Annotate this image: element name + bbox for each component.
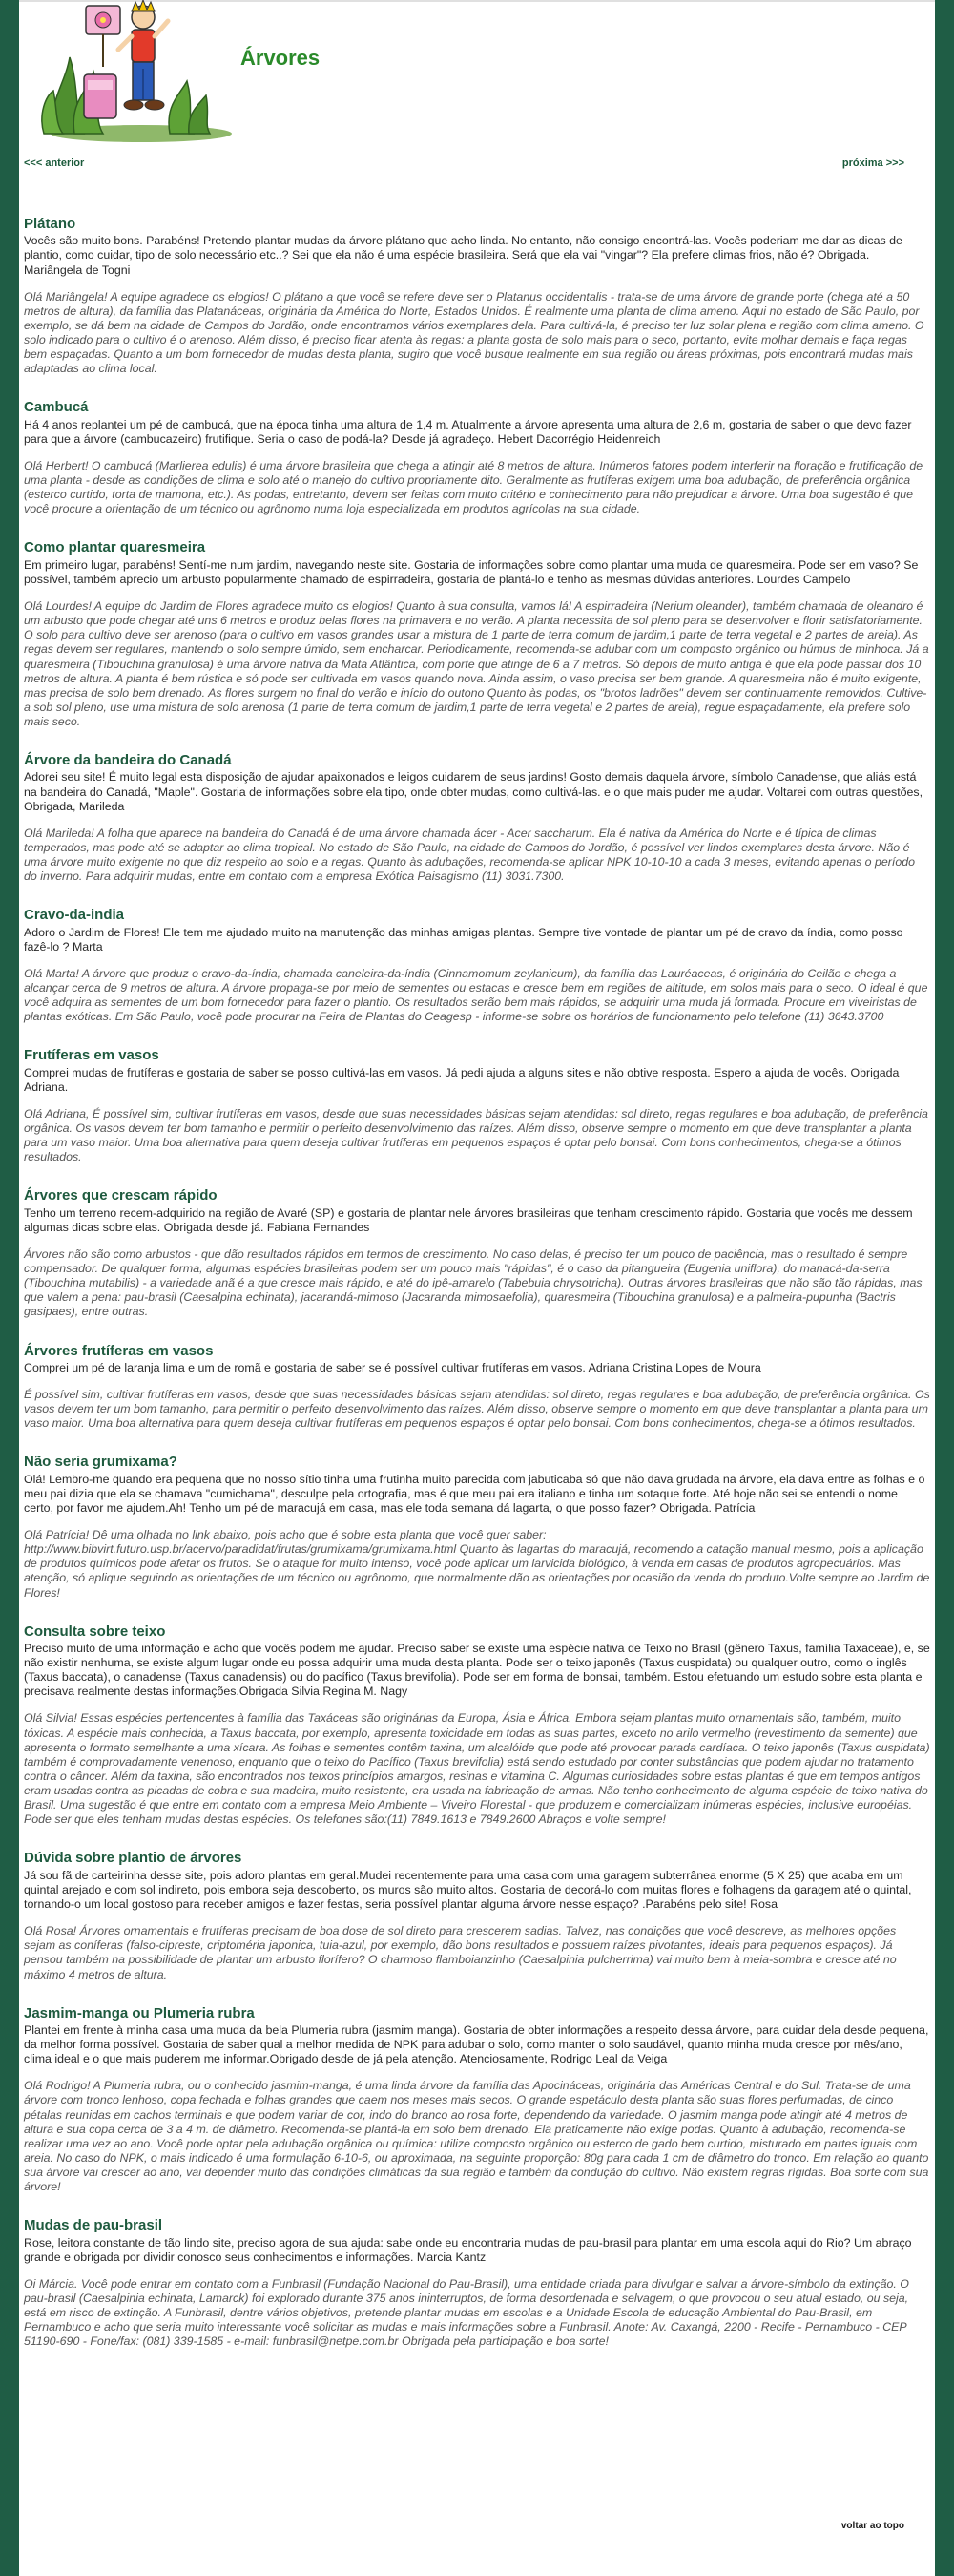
entry-question: Preciso muito de uma informação e acho que vocês podem me ajudar. Preciso saber se existe uma espécie nativa de Teixo no Brasil (gênero Taxus, família Taxaceae), e, se não existir nenhuma, se existe algum lugar onde eu possa adquirir uma muda desta planta. Pode ser o teixo japonês (Taxus cuspidata) ou qualquer outro, como o inglês (Taxus baccata), o canadense (Taxus canadensis) ou do pacífico (Taxus brevifolia). Pode ser em forma de bonsai, também. Estou efetuando um estudo sobre esta planta e precisava realmente destas informações.Obrigada Silvia Regina M. Nagy <box>24 1641 930 1699</box>
entry-title: Árvores que crescam rápido <box>24 1187 218 1204</box>
faq-entry <box>24 1047 930 1164</box>
faq-entry <box>24 1850 930 1981</box>
entry-question: Comprei mudas de frutíferas e gostaria de saber se posso cultivá-las em vasos. Já pedi ajuda a alguns sites e não obtive resposta. Espero a ajuda de vocês. Obrigada Adriana. <box>24 1065 900 1094</box>
entry-title: Cambucá <box>24 399 89 416</box>
faq-entry <box>24 539 930 729</box>
faq-entry <box>24 2217 930 2349</box>
entry-title: Como plantar quaresmeira <box>24 539 206 556</box>
entry-answer: É possível sim, cultivar frutíferas em vasos, desde que suas necessidades básicas sejam atendidas: sol direto, regas regulares e boa adubação, de preferência orgânica. Os vasos devem ter um bom tamanho, para permitir o perfeito desenvolvimento das raízes. Além disso, observe sempre o momento em que deve transplantar a planta para um vaso maior. Uma boa alternativa para quem deseja cultivar frutíferas em pequenos espaços é optar pelo bonsai. Com bons conhecimentos, chega-se a ótimos resultados. <box>24 1388 930 1431</box>
entry-question: Em primeiro lugar, parabéns! Sentí-me num jardim, navegando neste site. Gostaria de informações sobre como plantar uma muda de quaresmeira. Pode ser em vaso? Se possível, também aprecio um arbusto popularmente chamado de espirradeira, gostaria de plantá-lo e tenho as mesmas dúvidas anteriores. Lourdes Campelo <box>24 557 919 586</box>
entry-answer: Olá Marta! A árvore que produz o cravo-da-índia, chamada caneleira-da-índia (Cinnamomum zeylanicum), da família das Lauréaceas, é originária do Ceilão e chega a alcançar cerca de 9 metros de altura. A árvore propaga-se por meio de sementes ou estacas e cresce bem em regiões de altitude, em solos mais para o seco. O ideal é que você adquira as sementes de um bom fornecedor para fazer o plantio. Os resultados serão bem mais rápidos, se adquirir uma muda já formada. Procure em viveiristas de plantas exóticas. Em São Paulo, você pode procurar na Feira de Plantas do Ceagesp - informe-se sobre os horários de funcionamento pelo telefone (11) 3643.3700 <box>24 966 928 1024</box>
entry-answer: Árvores não são como arbustos - que dão resultados rápidos em termos de crescimento. No caso delas, é preciso ter um pouco de paciência, mas o resultado é sempre compensador. De qualquer forma, algumas espécies brasileiras podem ser um pouco mais "rápidas", é o caso da pitangueira (Eugenia uniflora), do manacá-da-serra (Tibouchina mutabilis) - a variedade anã é a que cresce mais rápido, e até do ipê-amarelo (Tabebuia chrysotricha). Outras árvores brasileiras que não são tão rápidas, mas que valem a pena: pau-brasil (Caesalpina echinata), jacarandá-mimoso (Jacaranda mimosaefolia), quaresmeira (Tibouchina granulosa) e a palmeira-pupunha (Bactris gasipaes), entre outras. <box>24 1246 923 1319</box>
entry-answer: Olá Silvia! Essas espécies pertencentes à família das Taxáceas são originárias da Europa, Ásia e África. Embora sejam plantas muito ornamentais são, também, muito tóxicas. A espécie mais conhecida, a Taxus baccata, por exemplo, apresenta toxicidade em todas as suas partes, exceto no arilo vermelho (revestimento da semente) que apresenta o formato semelhante a uma xícara. As folhas e sementes contêm taxina, um alcalóide que pode até provocar parada cardíaca. O teixo japonês (Taxus cuspidata) também é comprovadamente venenoso, enquanto que o teixo do Pacífico (Taxus brevifolia) está sendo estudado por conter substâncias que podem ajudar no tratamento contra o câncer. Além da taxina, são encontrados nos teixos princípios amargos, resinas e vitamina C. Algumas curiosidades sobre estas plantas é que em tempos antigos eram usadas contra as picadas de cobra e sua madeira, muito resistente, era usada na fabricação de armas. Não tenho conhecimento de alguma espécie de teixo nativa do Brasil. Uma sugestão é que entre em contato com a empresa Meio Ambiente – Viveiro Florestal - que produzem e comercializam inúmeras espécies, inclusive européias. Pode ser que eles tenham mudas destas espécies. Os telefones são:(11) 7849.1613 e 7849.2600 Abraços e volte sempre! <box>24 1711 930 1827</box>
entry-title: Plátano <box>24 216 76 232</box>
entry-answer: Olá Mariângela! A equipe agradece os elogios! O plátano a que você se refere deve ser o Platanus occidentalis - trata-se de uma árvore de grande porte (chega até a 50 metros de altura), da família das Platanáceas, originária da América do Norte, Estados Unidos. É realmente uma planta de clima ameno. Aqui no estado de São Paulo, por exemplo, se dá bem na cidade de Campos do Jordão, onde encontramos vários exemplares dela. Para cultivá-la, é preciso ter luz solar plena e região com clima ameno. O solo indicado para o cultivo é o arenoso. Além disso, é preciso ficar atenta às regas: a planta gosta de solo mais para o seco, portanto, evite molhar demais e faça regas bem espaçadas. Quanto a um bom fornecedor de mudas desta planta, sugiro que você busque realmente em sua região ou áreas próximas, pois encontrará mudas mais adaptadas ao clima local. <box>24 289 924 376</box>
entry-answer: Olá Marileda! A folha que aparece na bandeira do Canadá é de uma árvore chamada ácer - Acer saccharum. Ela é nativa da América do Norte e é típica de climas temperados, mas pode até se adaptar ao clima tropical. No estado de São Paulo, na cidade de Campos do Jordão, é possível ver lindos exemplares desta árvore. Não é uma árvore muito exigente no que diz respeito ao solo e a regas. Quanto às adubações, recomenda-se aplicar NPK 10-10-10 a cada 3 meses, evitando apenas o período do inverno. Para adquirir mudas, entre em contato com a empresa Exótica Paisagismo (11) 3031.7300. <box>24 826 916 884</box>
entry-title: Mudas de pau-brasil <box>24 2217 163 2234</box>
entry-question: Adoro o Jardim de Flores! Ele tem me ajudado muito na manutenção das minhas amigas plantas. Sempre tive vontade de plantar um pé de cravo da índia, como posso fazê-lo ? Marta <box>24 925 903 953</box>
entry-title: Dúvida sobre plantio de árvores <box>24 1850 242 1867</box>
entry-title: Árvores frutíferas em vasos <box>24 1342 214 1359</box>
entry-answer: Olá Adriana, É possível sim, cultivar frutíferas em vasos, desde que suas necessidades básicas sejam atendidas: sol direto, regas regulares e boa adubação, de preferência orgânica. Os vasos devem ter bom tamanho e permitir o perfeito desenvolvimento das raízes. Além disso, observe sempre o momento em que deve transplantar a planta para um vaso maior. Uma boa alternativa para quem deseja cultivar frutíferas em pequenos espaços é optar pelo bonsai. Com bons conhecimentos, chega-se a ótimos resultados. <box>24 1106 928 1164</box>
entry-question: Vocês são muito bons. Parabéns! Pretendo plantar mudas da árvore plátano que acho linda. No entanto, não consigo encontrá-las. Vocês poderiam me dar as dicas de plantio, como cuidar, tipo de solo necessário etc..? Sei que ela não é uma espécie brasileira. Será que ela vai "vingar"? Ela prefere climas frios, não é? Obrigada. Mariângela de Togni <box>24 234 902 277</box>
entry-question: Há 4 anos replantei um pé de cambucá, que na época tinha uma altura de 1,4 m. Atualmente a árvore apresenta uma altura de 2,6 m, gostaria de saber o que devo fazer para que a árvore (cambucazeiro) frutifique. Seria o caso de podá-la? Desde já agradeço. Hebert Dacorrégio Heidenreich <box>24 417 912 446</box>
entry-title: Jasmim-manga ou Plumeria rubra <box>24 2004 255 2021</box>
faq-entry <box>24 1623 930 1828</box>
entry-question: Já sou fã de carteirinha desse site, pois adoro plantas em geral.Mudei recentemente para uma casa com uma garagem subterrânea enorme (5 X 25) que acaba em um quintal arejado e com sol indireto, pois embora seja descoberto, os muros são muito altos. Gostaria de decorá-lo com muitas flores e folhagens da garagem até o quintal, tornando-o um local gostoso para receber amigos e fazer festas, seria possível plantar alguma árvore nesse espaço? .Parabéns pelo site! Rosa <box>24 1868 912 1912</box>
faq-entry <box>24 1187 930 1319</box>
entry-question: Plantei em frente à minha casa uma muda da bela Plumeria rubra (jasmim manga). Gostaria de obter informações a respeito dessa árvore, para cuidar dela desde pequena, da melhor forma possível. Gostaria de saber qual a melhor medida de NPK para adubar o solo, como manter o solo saudável, quanto minha muda cresce por mês/ano, clima ideal e o que mais puderem me informar.Obrigado desde de já pela atenção. Atenciosamente, Rodrigo Leal da Veiga <box>24 2022 929 2066</box>
entry-answer: Oi Márcia. Você pode entrar em contato com a Funbrasil (Fundação Nacional do Pau-Brasil), uma entidade criada para divulgar e salvar a árvore-símbolo da extinção. O pau-brasil (Caesalpinia echinata, Lamarck) foi explorado durante 375 anos ininterruptos, de forma desordenada e selvagem, o que provocou o seu atual estado, ou seja, está em risco de extinção. A Funbrasil, dentre vários objetivos, pretende plantar mudas em escolas e a Unidade Escola de educação Ambiental do Pau-Brasil, em Pernambuco e acho que seria muito interessante você solicitar as mudas e mais informações sobre a Funbrasil. Anote: Av. Caxangá, 2200 - Recife - Pernambuco - CEP 51190-690 - Fone/fax: (081) 339-1585 - e-mail: funbrasil@netpe.com.br Obrigada pela participação e boa sorte! <box>24 2276 909 2349</box>
next-link[interactable]: próxima >>> <box>841 157 904 169</box>
faq-entry <box>24 907 930 1024</box>
entry-title: Frutíferas em vasos <box>24 1047 159 1064</box>
faq-list <box>24 216 930 2372</box>
faq-entry <box>24 752 930 884</box>
entry-answer: Olá Patrícia! Dê uma olhada no link abaixo, pois acho que é sobre esta planta que você quer saber: http://www.bibvirt.futuro.usp.br/acervo/paradidat/frutas/grumixama/grumixama.html Quanto às lagartas do maracujá, recomendo a catação manual mesmo, pois a aplicação de produtos químicos pode afetar os frutos. Se o ataque for muito intenso, você pode aplicar um larvicida biológico, à venda em casas de produtos agropecuários. Mas atenção, só aplique seguindo as orientações de um técnico ou agrônomo, que normalmente dão as orientações por ocasião da venda do produto.Volte sempre ao Jardim de Flores! <box>24 1528 930 1600</box>
entry-question: Rose, leitora constante de tão lindo site, preciso agora de sua ajuda: sabe onde eu encontraria mudas de pau-brasil para plantar em uma escola aqui do Rio? Um abraço grande e obrigada por dividir conosco seus conhecimentos e informações. Marcia Kantz <box>24 2235 912 2264</box>
page-container <box>19 0 935 2576</box>
gardener-logo <box>36 0 246 143</box>
faq-entry <box>24 399 930 516</box>
faq-entry <box>24 2005 930 2195</box>
entry-question: Adorei seu site! É muito legal esta disposição de ajudar apaixonados e leigos cuidarem de seus jardins! Gosto demais daquela árvore, símbolo Canadense, que aliás está na bandeira do Canadá, "Maple". Gostaria de informações sobre ela tipo, onde obter mudas, como cultivá-las. e o que mais puder me ajudar. Voltarei com outras questões, Obrigada, Marileda <box>24 770 923 813</box>
back-to-top-link[interactable]: voltar ao topo <box>840 2521 904 2531</box>
page-title: Árvores <box>240 46 321 70</box>
faq-entry <box>24 216 930 376</box>
entry-answer: Olá Rodrigo! A Plumeria rubra, ou o conhecido jasmim-manga, é uma linda árvore da família das Apocináceas, originária das Américas Central e do Sul. Trata-se de uma árvore com tronco lenhoso, copa fechada e folhas grandes que caem nos meses mais secos. O grande espetáculo desta planta são suas flores perfumadas, de cinco pétalas reunidas em cachos terminais e que podem variar de cor, indo do branco ao rosa forte, dependendo da variedade. O jasmim manga pode atingir até 4 metros de altura e sua copa cerca de 3 a 4 m. de diâmetro. Recomenda-se plantá-la em solo bem drenado. Ela praticamente não exige podas. Quanto à adubação, recomenda-se realizar uma vez ao ano. Você pode optar pela adubação orgânica ou química: utilize composto orgânico ou esterco de gado bem curtido, misturado em partes iguais com areia. No caso do NPK, o mais indicado é uma formulação 6-10-6, ou aproximada, na seguinte proporção: 80g para cada 1 cm de diâmetro do tronco. Em relação ao quanto sua árvore vai crescer ao ano, vai depender muito das condições climáticas da sua região e também da condução do cultivo. Não existem regras rígidas. Boa sorte com sua árvore! <box>24 2079 929 2194</box>
entry-title: Não seria grumixama? <box>24 1454 177 1471</box>
entry-answer: Olá Rosa! Árvores ornamentais e frutíferas precisam de boa dose de sol direto para crescerem sadias. Talvez, nas condições que você descreve, as melhores opções sejam as coníferas (falso-cipreste, criptoméria japonica, tuia-azul, por exemplo, dão bons resultados e possuem raízes pivotantes, ideais para pequenos espaços). Já pensou também na possibilidade de plantar um arbusto florífero? O charmoso flamboianzinho (Caesalpinia pulcherrima) vai muito bem à meia-sombra e cresce até no máximo 4 metros de altura. <box>24 1924 897 1981</box>
faq-entry <box>24 1343 930 1432</box>
entry-answer: Olá Herbert! O cambucá (Marlierea edulis) é uma árvore brasileira que chega a atingir até 8 metros de altura. Inúmeros fatores podem interferir na floração e frutificação de uma planta - desde as condições de clima e solo até o manejo do cultivo propriamente dito. Geralmente as frutíferas exigem uma boa adubação, de preferência orgânica (esterco curtido, torta de mamona, etc.). As podas, entretanto, devem ser feitas com muito critério e conhecimento para não prejudicar a árvore. Uma boa sugestão é que você procure a orientação de um técnico ou agrônomo numa loja especializada em produtos agrícolas na sua cidade. <box>24 458 923 516</box>
entry-title: Árvore da bandeira do Canadá <box>24 752 232 769</box>
entry-title: Cravo-da-india <box>24 907 125 924</box>
entry-question: Comprei um pé de laranja lima e um de romã e gostaria de saber se é possível cultivar frutíferas em vasos. Adriana Cristina Lopes de Moura <box>24 1360 761 1374</box>
entry-question: Tenho um terreno recem-adquirido na região de Avaré (SP) e gostaria de plantar nele árvores brasileiras que tenham crescimento rápido. Gostaria que vocês me dessem algumas dicas sobre elas. Obrigada desde já. Fabiana Fernandes <box>24 1205 913 1234</box>
header <box>19 0 935 143</box>
entry-question: Olá! Lembro-me quando era pequena que no nosso sítio tinha uma frutinha muito parecida com jabuticaba só que não dava grudada na árvore, ela dava entre as folhas e o meu pai dizia que ela se chamava "cumichama", desculpe pela ortografia, mas é que meu pai era italiano e tinha um sotaque forte. Até hoje não sei se entendi o nome certo, por favor me ajudem.Ah! Tenho um pé de maracujá em casa, mas ele toda semana dá lagarta, o que posso fazer? Obrigada. Patrícia <box>24 1472 925 1515</box>
previous-link[interactable]: <<< anterior <box>24 157 85 169</box>
entry-title: Consulta sobre teixo <box>24 1623 166 1640</box>
entry-answer: Olá Lourdes! A equipe do Jardim de Flores agradece muito os elogios! Quanto à sua consulta, vamos lá! A espirradeira (Nerium oleander), também chamada de oleandro é um arbusto que pode chegar até uns 6 metros e produz belas flores na primavera e no verão. A planta necessita de sol pleno para se desenvolver e florir satisfatoriamente. O solo para cultivo deve ser arenoso (para o cultivo em vasos grandes usar a mistura de 1 parte de terra comum de jardim,1 parte de terra vegetal e 2 partes de areia). As regas devem ser regulares, mantendo o solo sempre úmido, sem encharcar. Periodicamente, recomenda-se adubar com um composto orgânico ou húmus de minhoca. Já a quaresmeira (Tibouchina granulosa) é uma árvore nativa da Mata Atlântica, com porte que atinge de 6 a 7 metros. Só depois de muito antiga é que ela pode passar dos 10 metros de altura. A planta é bem rústica e só pode ser cultivada em vasos quando nova. Ainda assim, o vaso precisa ser bem grande. A quaresmeira não é muito exigente, mas precisa de solo bem drenado. As flores surgem no final do verão e início do outono Quanto às podas, os "brotos ladrões" devem ser continuamente removidos. Cultive-a sob sol pleno, use uma mistura de solo arenosa (1 parte de terra comum de jardim,1 parte de terra vegetal e 2 partes de areia), regue espaçadamente, ela prefere solo mais seco. <box>24 599 929 729</box>
faq-entry <box>24 1454 930 1600</box>
